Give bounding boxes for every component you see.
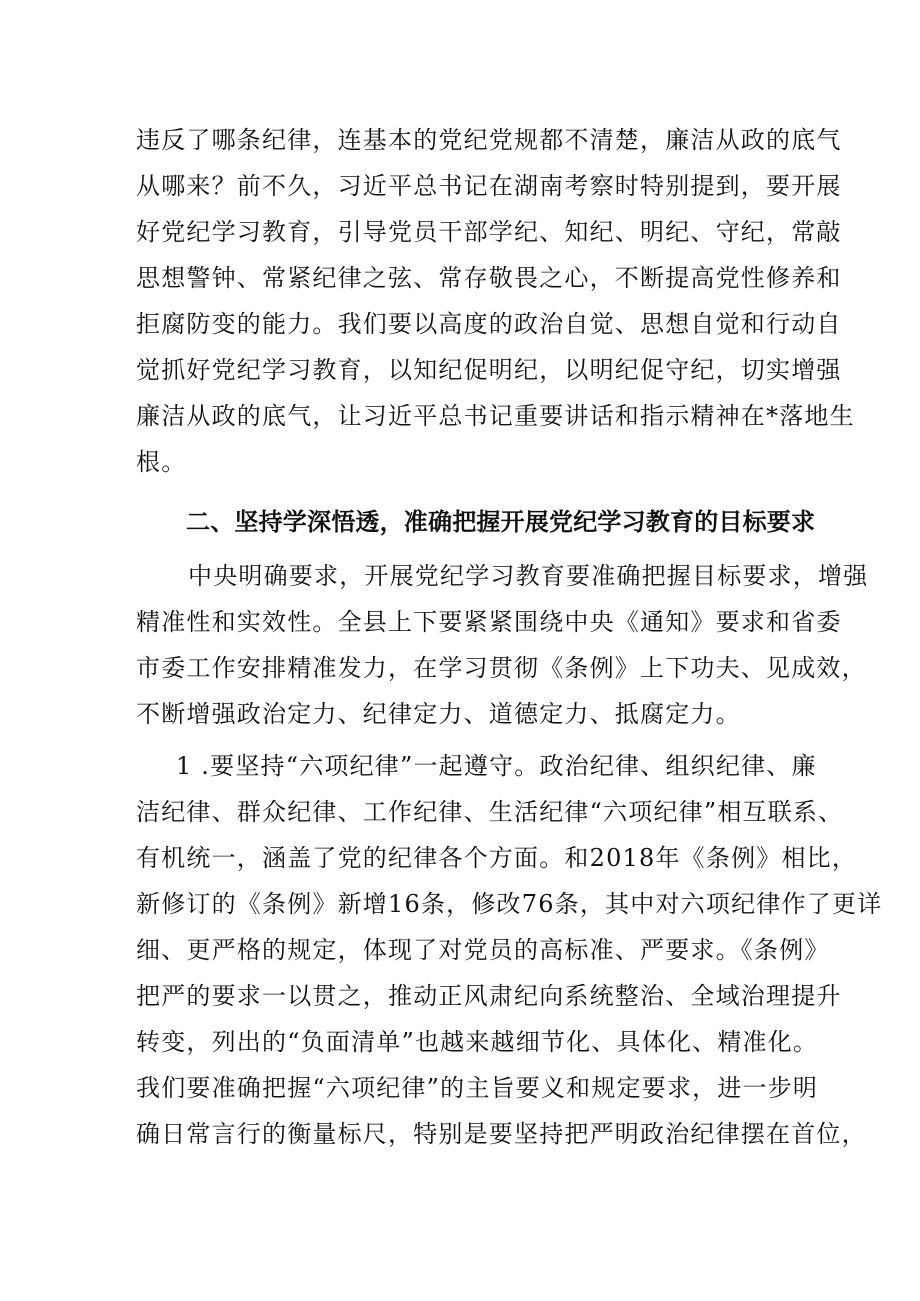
text-line: 有机统一，涵盖了党的纪律各个方面。和2018年《条例》相比， bbox=[136, 844, 858, 872]
text-line: 廉洁从政的底气，让习近平总书记重要讲话和指示精神在*落地生 bbox=[136, 402, 855, 430]
text-line: 转变，列出的“负面清单”也越来越细节化、具体化、精准化。 bbox=[136, 1028, 819, 1056]
text-line: 好党纪学习教育，引导党员干部学纪、知纪、明纪、守纪，常敲 bbox=[136, 218, 842, 246]
text-line: 违反了哪条纪律，连基本的党纪党规都不清楚，廉洁从政的底气 bbox=[136, 126, 842, 154]
text-line: 洁纪律、群众纪律、工作纪律、生活纪律“六项纪律”相互联系、 bbox=[136, 798, 844, 826]
paragraph-continuation bbox=[136, 117, 855, 485]
text-line: 我们要准确把握“六项纪律”的主旨要义和规定要求，进一步明 bbox=[136, 1074, 819, 1102]
text-line: 思想警钟、常紧纪律之弦、常存敬畏之心，不断提高党性修养和 bbox=[136, 264, 842, 292]
paragraph-goals bbox=[136, 553, 869, 737]
text-line: 细、更严格的规定，体现了对党员的高标准、严要求。《条例》 bbox=[136, 936, 830, 964]
text-line: 不断增强政治定力、纪律定力、道德定力、抵腐定力。 bbox=[136, 700, 741, 728]
section-heading-text: 二、坚持学深悟透，准确把握开展党纪学习教育的目标要求 bbox=[186, 508, 816, 536]
text-line: 1 .要坚持“六项纪律”一起遵守。政治纪律、组织纪律、廉 bbox=[176, 752, 817, 780]
paragraph-six-disciplines bbox=[136, 743, 883, 1157]
text-line: 确日常言行的衡量标尺，特别是要坚持把严明政治纪律摆在首位， bbox=[136, 1120, 867, 1148]
section-heading bbox=[186, 499, 846, 545]
text-line: 拒腐防变的能力。我们要以高度的政治自觉、思想自觉和行动自 bbox=[136, 310, 842, 338]
text-line: 觉抓好党纪学习教育，以知纪促明纪，以明纪促守纪，切实增强 bbox=[136, 356, 842, 384]
text-line: 市委工作安排精准发力，在学习贯彻《条例》上下功夫、见成效， bbox=[136, 654, 867, 682]
text-line: 从哪来？前不久，习近平总书记在湖南考察时特别提到，要开展 bbox=[136, 172, 842, 200]
text-line: 把严的要求一以贯之，推动正风肃纪向系统整治、全域治理提升 bbox=[136, 982, 842, 1010]
text-line: 中央明确要求，开展党纪学习教育要准确把握目标要求，增强 bbox=[188, 562, 869, 590]
text-line: 新修订的《条例》新增16条，修改76条，其中对六项纪律作了更详 bbox=[136, 890, 883, 918]
text-line: 根。 bbox=[136, 448, 187, 476]
text-line: 精准性和实效性。全县上下要紧紧围绕中央《通知》要求和省委 bbox=[136, 608, 842, 636]
